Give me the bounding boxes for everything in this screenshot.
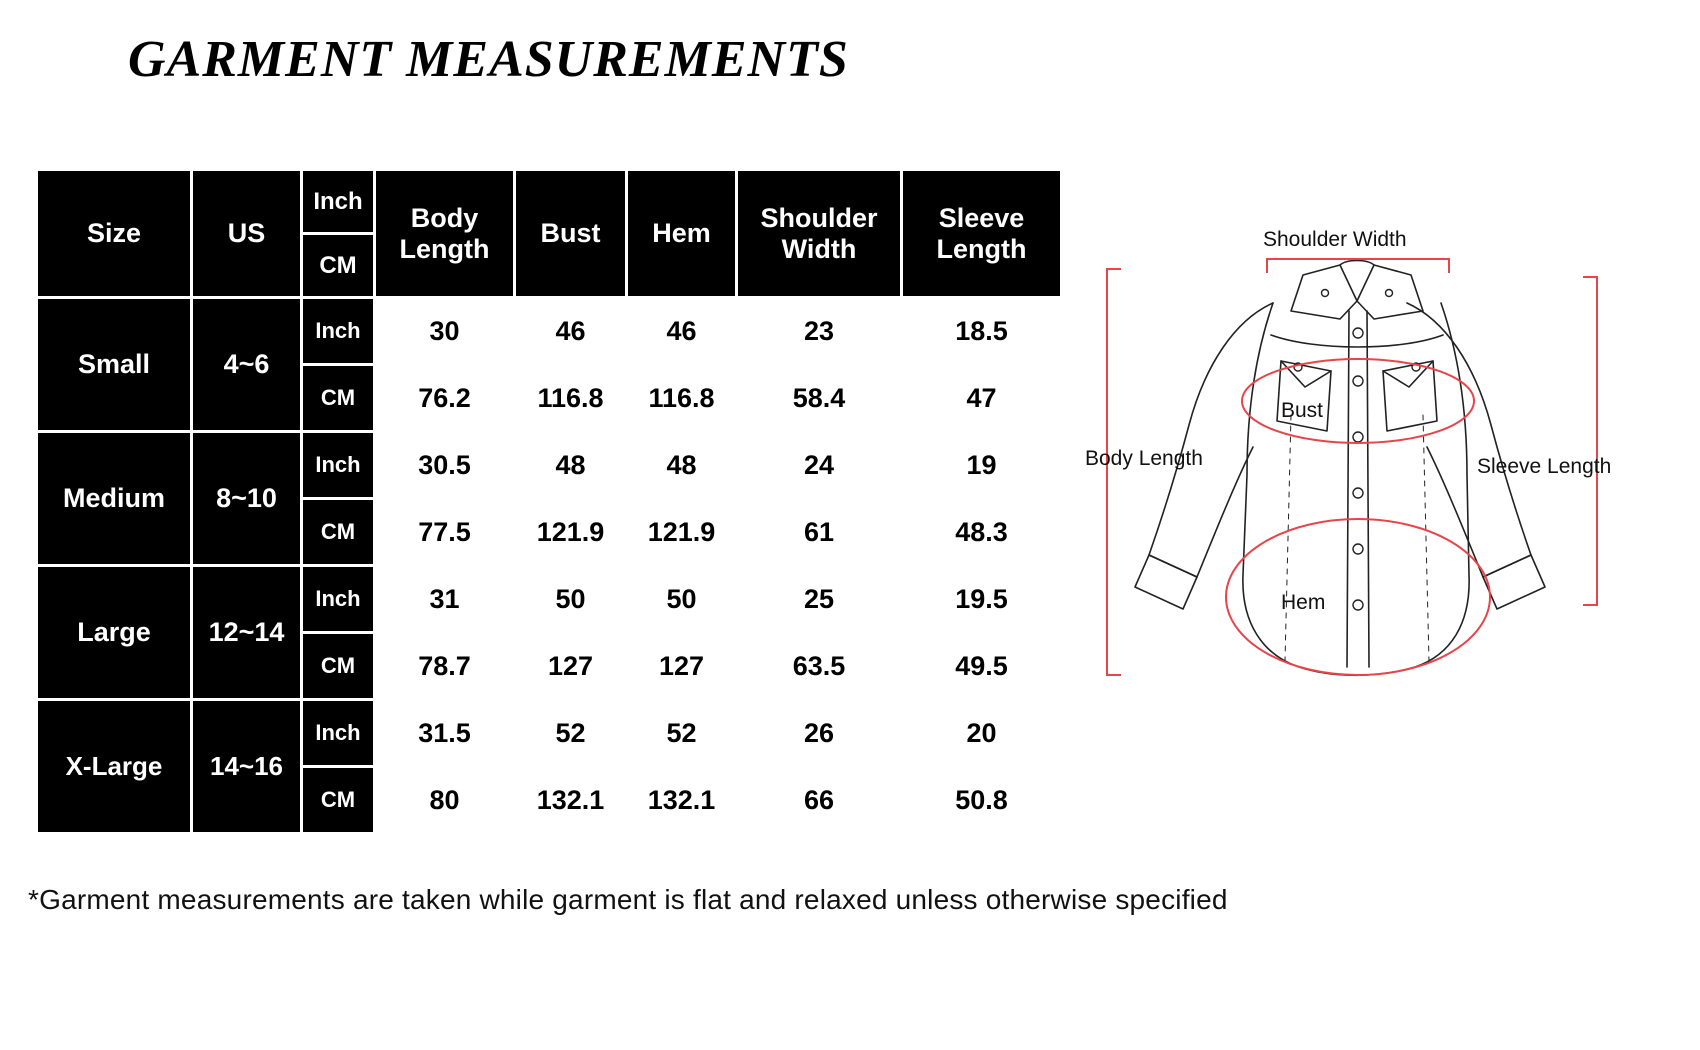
diagram-label-shoulder-width: Shoulder Width xyxy=(1263,228,1407,251)
row-us-label: 4~6 xyxy=(192,298,302,432)
row-size-label: Large xyxy=(37,566,192,700)
cell-shoulder-width-inch: 24 xyxy=(737,432,902,499)
header-us: US xyxy=(192,170,302,298)
cell-body-length-inch: 30 xyxy=(375,298,515,365)
page-title: GARMENT MEASUREMENTS xyxy=(128,31,849,88)
diagram-label-hem: Hem xyxy=(1281,591,1326,614)
cell-hem-cm: 116.8 xyxy=(627,365,737,432)
cell-bust-cm: 132.1 xyxy=(515,767,627,834)
footnote: *Garment measurements are taken while garment is flat and relaxed unless otherwise specified xyxy=(28,884,1228,915)
row-unit-inch: Inch xyxy=(302,566,375,633)
row-size-label: Medium xyxy=(37,432,192,566)
cell-hem-inch: 46 xyxy=(627,298,737,365)
table-row xyxy=(37,566,1062,633)
cell-bust-cm: 127 xyxy=(515,633,627,700)
cell-body-length-cm: 80 xyxy=(375,767,515,834)
table-row xyxy=(37,700,1062,767)
garment-diagram xyxy=(1085,215,1645,735)
cell-hem-cm: 121.9 xyxy=(627,499,737,566)
cell-sleeve-length-cm: 50.8 xyxy=(902,767,1062,834)
row-unit-inch: Inch xyxy=(302,432,375,499)
row-unit-cm: CM xyxy=(302,499,375,566)
cell-hem-inch: 52 xyxy=(627,700,737,767)
cell-sleeve-length-inch: 18.5 xyxy=(902,298,1062,365)
cell-bust-cm: 116.8 xyxy=(515,365,627,432)
cell-hem-cm: 132.1 xyxy=(627,767,737,834)
cell-shoulder-width-cm: 61 xyxy=(737,499,902,566)
cell-body-length-inch: 31.5 xyxy=(375,700,515,767)
header-sleeve-length: Sleeve Length xyxy=(902,170,1062,298)
cell-body-length-inch: 30.5 xyxy=(375,432,515,499)
header-body-length: Body Length xyxy=(375,170,515,298)
cell-bust-inch: 46 xyxy=(515,298,627,365)
header-shoulder-width: Shoulder Width xyxy=(737,170,902,298)
cell-sleeve-length-inch: 19 xyxy=(902,432,1062,499)
row-us-label: 12~14 xyxy=(192,566,302,700)
row-unit-inch: Inch xyxy=(302,700,375,767)
garment-measurements-table xyxy=(35,168,1063,835)
cell-sleeve-length-cm: 48.3 xyxy=(902,499,1062,566)
cell-sleeve-length-inch: 20 xyxy=(902,700,1062,767)
row-size-label: X-Large xyxy=(37,700,192,834)
header-bust: Bust xyxy=(515,170,627,298)
cell-sleeve-length-cm: 49.5 xyxy=(902,633,1062,700)
row-unit-cm: CM xyxy=(302,767,375,834)
header-unit-cm: CM xyxy=(302,234,375,298)
row-unit-cm: CM xyxy=(302,633,375,700)
cell-shoulder-width-cm: 63.5 xyxy=(737,633,902,700)
cell-hem-inch: 50 xyxy=(627,566,737,633)
table-row xyxy=(37,432,1062,499)
header-size: Size xyxy=(37,170,192,298)
header-unit-inch: Inch xyxy=(302,170,375,234)
row-size-label: Small xyxy=(37,298,192,432)
diagram-label-bust: Bust xyxy=(1281,399,1324,422)
diagram-label-body-length: Body Length xyxy=(1085,447,1203,470)
cell-shoulder-width-cm: 66 xyxy=(737,767,902,834)
cell-bust-inch: 50 xyxy=(515,566,627,633)
cell-shoulder-width-cm: 58.4 xyxy=(737,365,902,432)
cell-hem-inch: 48 xyxy=(627,432,737,499)
table-row xyxy=(37,298,1062,365)
row-unit-cm: CM xyxy=(302,365,375,432)
cell-shoulder-width-inch: 25 xyxy=(737,566,902,633)
cell-body-length-cm: 77.5 xyxy=(375,499,515,566)
cell-sleeve-length-inch: 19.5 xyxy=(902,566,1062,633)
table-header-row xyxy=(37,170,1062,234)
row-us-label: 14~16 xyxy=(192,700,302,834)
cell-sleeve-length-cm: 47 xyxy=(902,365,1062,432)
cell-body-length-cm: 78.7 xyxy=(375,633,515,700)
header-hem: Hem xyxy=(627,170,737,298)
cell-bust-cm: 121.9 xyxy=(515,499,627,566)
diagram-label-sleeve-length: Sleeve Length xyxy=(1477,455,1612,478)
row-unit-inch: Inch xyxy=(302,298,375,365)
cell-bust-inch: 52 xyxy=(515,700,627,767)
cell-bust-inch: 48 xyxy=(515,432,627,499)
cell-body-length-cm: 76.2 xyxy=(375,365,515,432)
cell-shoulder-width-inch: 23 xyxy=(737,298,902,365)
cell-body-length-inch: 31 xyxy=(375,566,515,633)
row-us-label: 8~10 xyxy=(192,432,302,566)
cell-hem-cm: 127 xyxy=(627,633,737,700)
cell-shoulder-width-inch: 26 xyxy=(737,700,902,767)
